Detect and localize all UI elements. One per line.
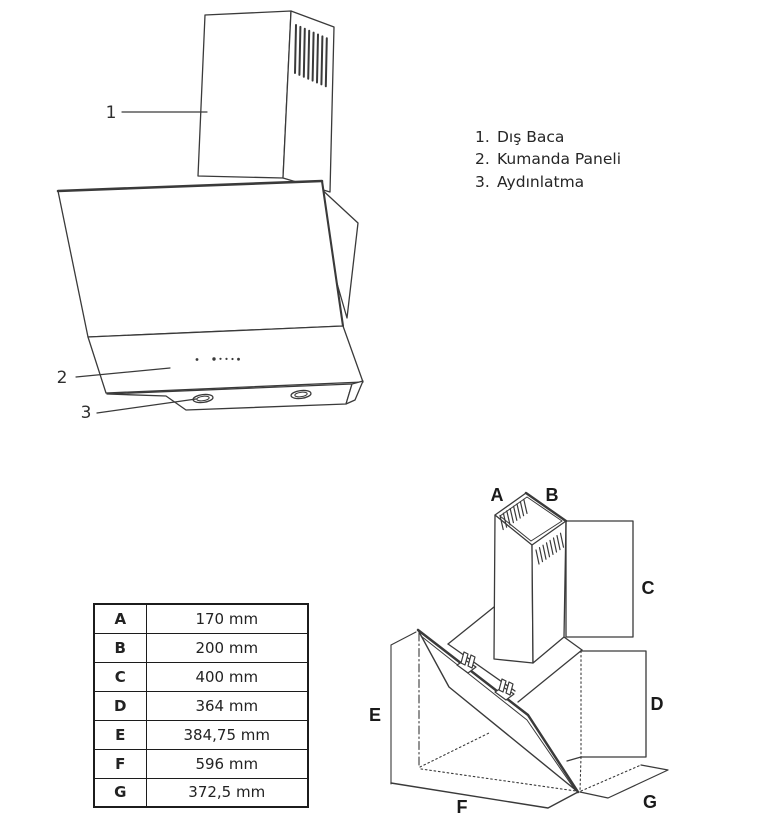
hood-illustration (57, 11, 363, 423)
table-row (94, 720, 308, 749)
callout-2: 2 (56, 368, 68, 388)
dimension-key: B (94, 633, 146, 662)
dimension-value: 384,75 mm (146, 720, 308, 749)
legend-item-aydinlatma (475, 171, 621, 193)
dimension-key: G (94, 778, 146, 807)
diagram-chimney (494, 493, 566, 663)
glass-panel (58, 181, 343, 337)
dimension-value: 596 mm (146, 749, 308, 778)
dimension-value: 372,5 mm (146, 778, 308, 807)
dimension-key: D (94, 691, 146, 720)
dimension-value: 400 mm (146, 662, 308, 691)
legend-item-dis-baca (475, 126, 621, 148)
table-row (94, 633, 308, 662)
dimension-key: E (94, 720, 146, 749)
dim-label-a: A (490, 485, 504, 505)
dim-label-c: C (641, 578, 655, 598)
control-panel-strip (88, 326, 363, 393)
legend-item-label: Dış Baca (497, 128, 565, 146)
table-row (94, 691, 308, 720)
dimension-value: 364 mm (146, 691, 308, 720)
callout-3: 3 (80, 403, 92, 423)
dim-label-e: E (368, 705, 382, 725)
dim-line-e (391, 632, 416, 784)
legend-item-kumanda-paneli (475, 148, 621, 170)
dimension-key: C (94, 662, 146, 691)
legend-item-number: 2. (475, 150, 490, 169)
dim-label-b: B (545, 485, 559, 505)
dim-label-f: F (456, 797, 468, 817)
table-row (94, 778, 308, 807)
callout-1: 1 (105, 103, 117, 123)
dim-label-g: G (642, 792, 658, 812)
dimension-key: F (94, 749, 146, 778)
legend-item-number: 3. (475, 172, 490, 191)
table-row (94, 662, 308, 691)
parts-legend (475, 126, 621, 193)
dimension-diagram (369, 485, 668, 817)
dim-label-d: D (650, 694, 664, 714)
table-row (94, 749, 308, 778)
legend-item-label: Aydınlatma (497, 172, 585, 191)
legend-item-label: Kumanda Paneli (497, 150, 622, 169)
dim-box-d (580, 651, 646, 791)
base-outline (391, 783, 578, 808)
table-row (94, 604, 308, 633)
chimney-duct (198, 11, 334, 192)
dimension-key: A (94, 604, 146, 633)
dimension-value: 200 mm (146, 633, 308, 662)
dim-box-c (566, 521, 633, 637)
legend-item-number: 1. (475, 128, 490, 146)
dimension-value: 170 mm (146, 604, 308, 633)
dimensions-table (93, 603, 309, 808)
